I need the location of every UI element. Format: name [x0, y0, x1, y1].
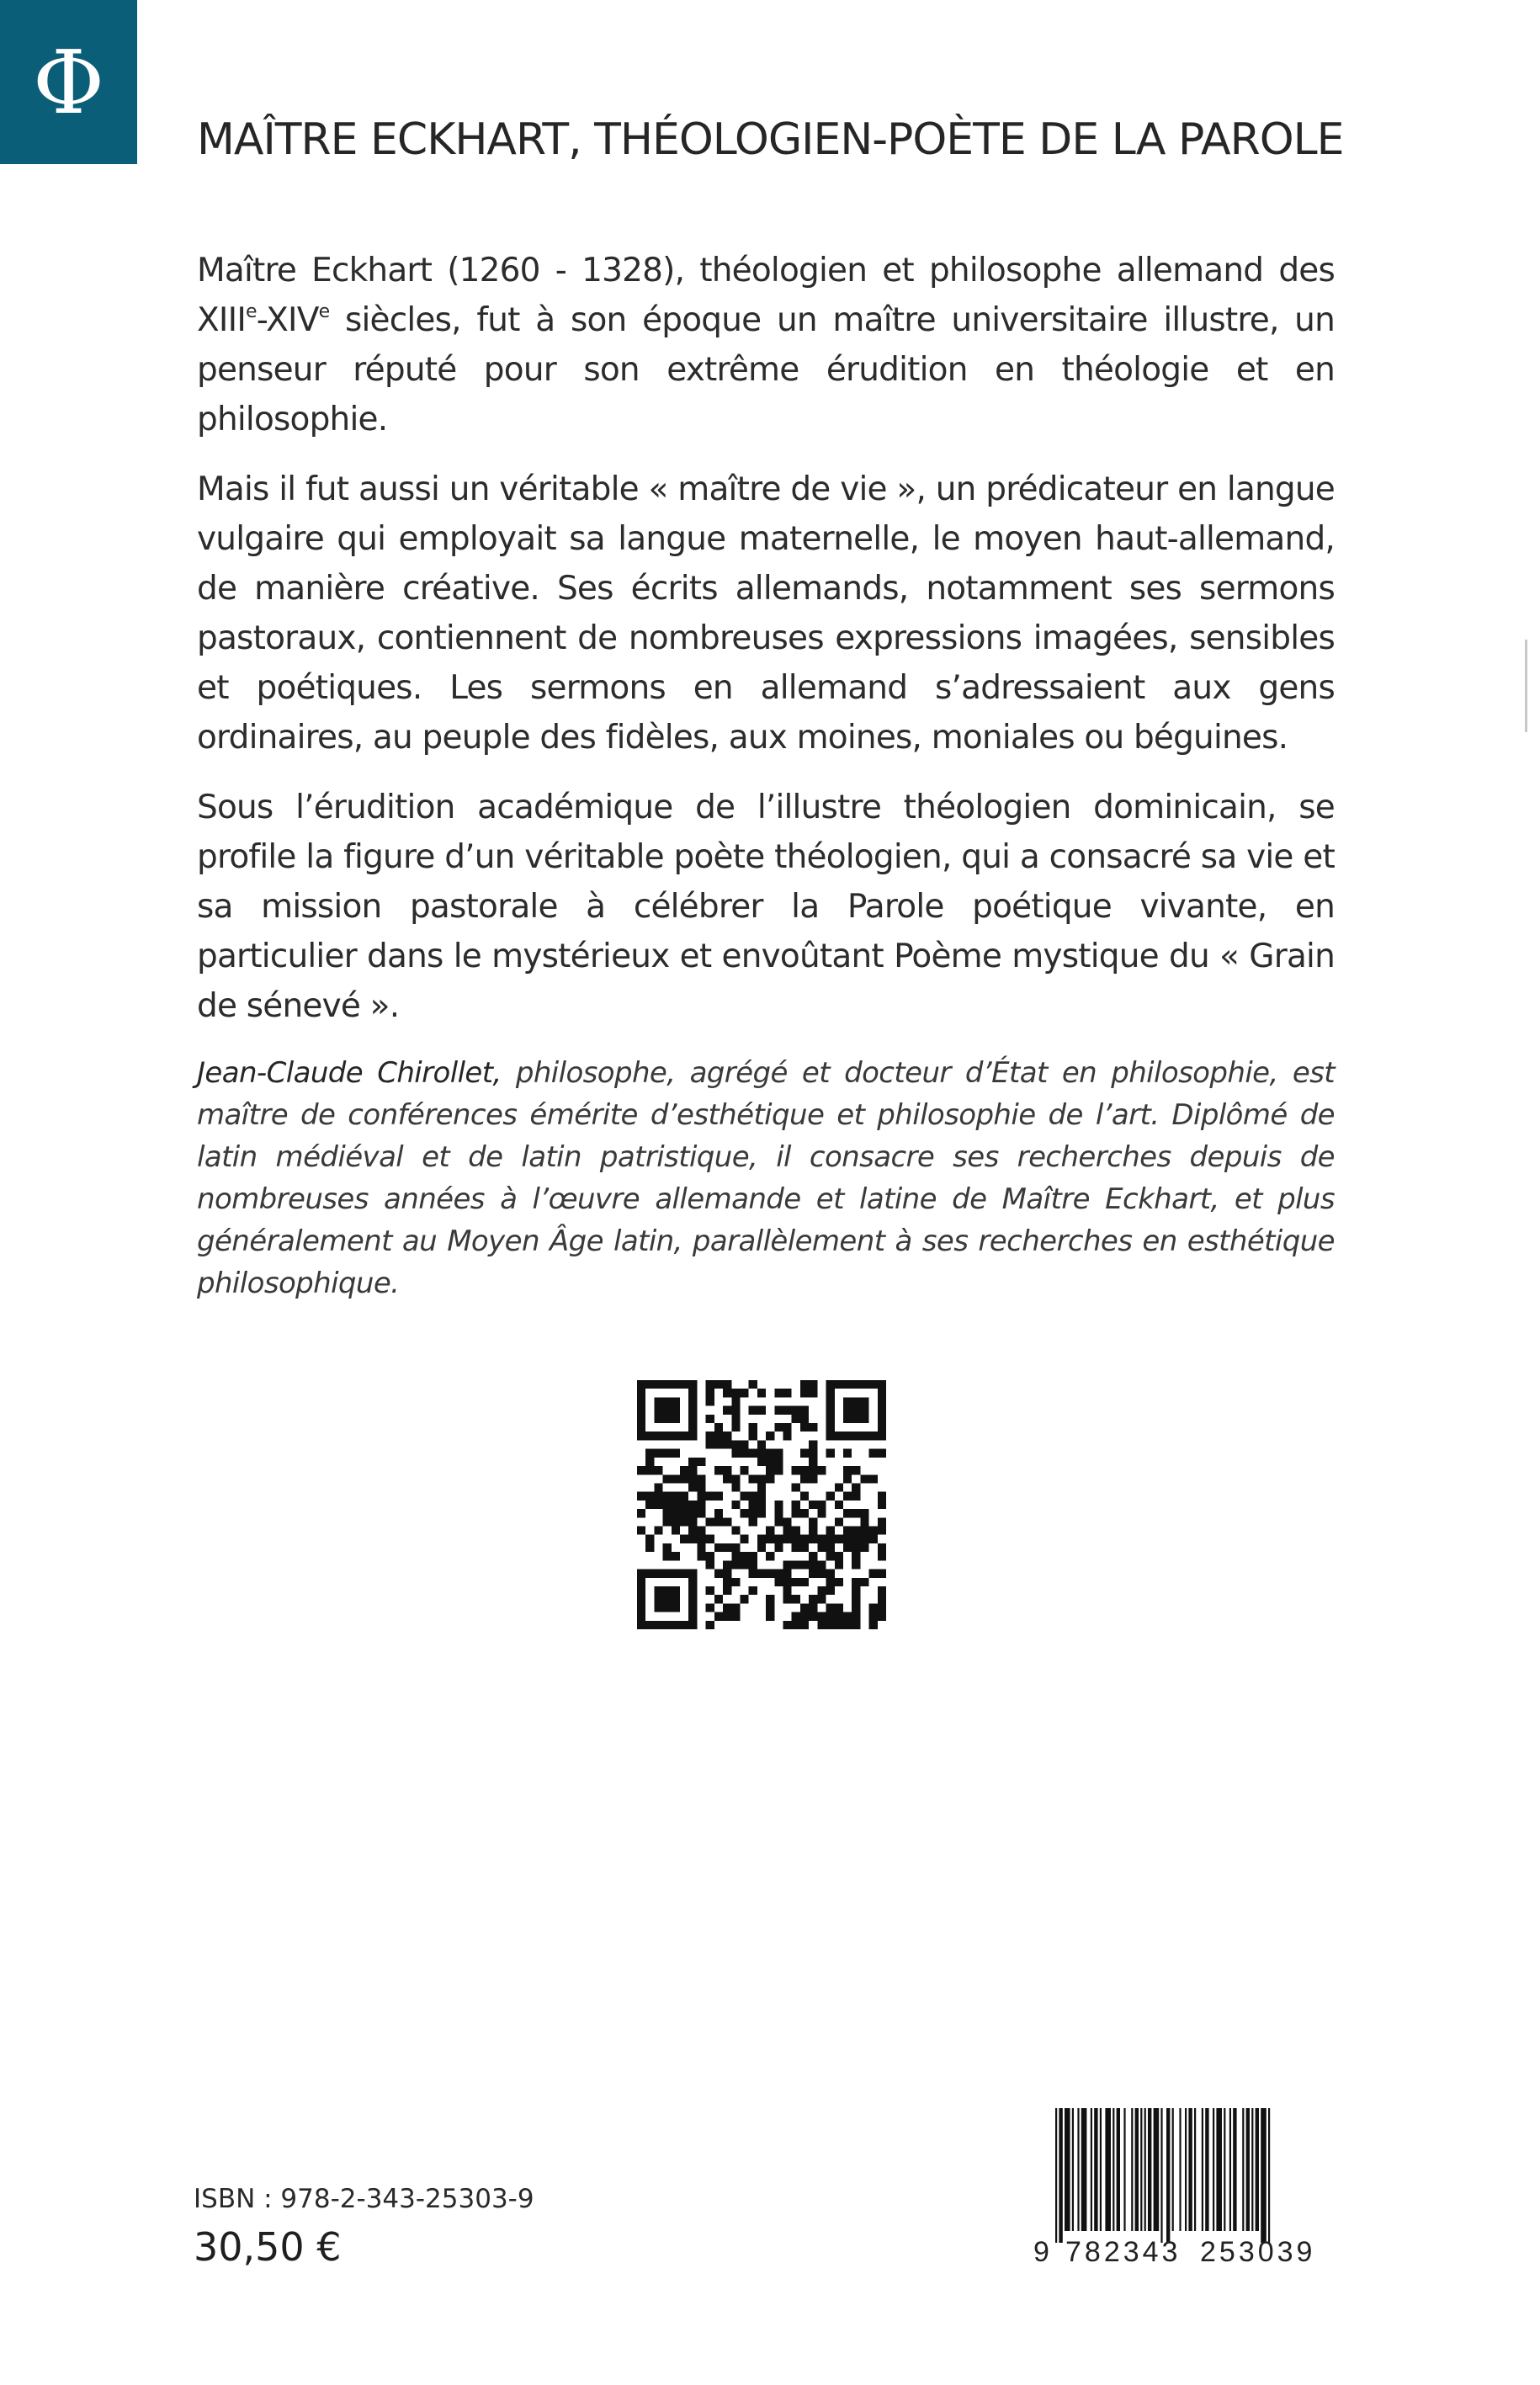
qr-code-icon [637, 1380, 886, 1629]
barcode-digits-right: 253039 [1200, 2236, 1316, 2266]
barcode-digits-left: 782343 [1065, 2236, 1182, 2266]
edge-mark [1525, 640, 1527, 732]
phi-logo-icon: Φ [32, 30, 105, 134]
summary-paragraph-3: Sous l’érudition académique de l’illustre théologien dominicain, se profile la figure d’un véritable poète théologien, qui a consacré sa vie et sa mission pastorale à célébrer la Parole poétique vivante, en particulier dans le mystérieux et envoûtant Poème mystique du « Grain de sénevé ». [197, 789, 1335, 1025]
author-bio [197, 1052, 1335, 1304]
author-name: Jean-Claude Chirollet, [197, 1056, 502, 1090]
isbn-number: ISBN : 978-2-343-25303-9 [194, 2184, 534, 2214]
summary-paragraph-1: Maître Eckhart (1260 - 1328), théologien et philosophe allemand des XIIIe-XIVe siècles, fut à son époque un maître universitaire illustre, un penseur réputé pour son extrême érudition en théologie et en philosophie. [197, 252, 1335, 438]
author-bio-text: philosophe, agrégé et docteur d’État en philosophie, est maître de conférences émérite d’esthétique et philosophie de l’art. Diplômé de latin médiéval et de latin patristique, il consacre ses recherches depuis de nombreuses années à l’œuvre allemande et latine de Maître Eckhart, et plus généralement au Moyen Âge latin, parallèlement à ses recherches en esthétique philosophique. [197, 1056, 1335, 1300]
barcode-bars-icon [1030, 2108, 1348, 2266]
summary-text [197, 246, 1335, 1051]
summary-paragraph-2: Mais il fut aussi un véritable « maître de vie », un prédicateur en langue vulgaire qui employait sa langue maternelle, le moyen haut-allemand, de manière créative. Ses écrits allemands, notamment ses sermons pastoraux, contiennent de nombreuses expressions imagées, sensibles et poétiques. Les sermons en allemand s’adressaient aux gens ordinaires, au peuple des fidèles, aux moines, moniales ou béguines. [197, 470, 1335, 757]
barcode-first-digit: 9 [1033, 2236, 1049, 2266]
publisher-logo [0, 0, 137, 164]
price: 30,50 € [194, 2224, 342, 2270]
book-title: MAÎTRE ECKHART, THÉOLOGIEN-POÈTE DE LA PAROLE [197, 114, 1344, 165]
barcode [1030, 2108, 1348, 2266]
